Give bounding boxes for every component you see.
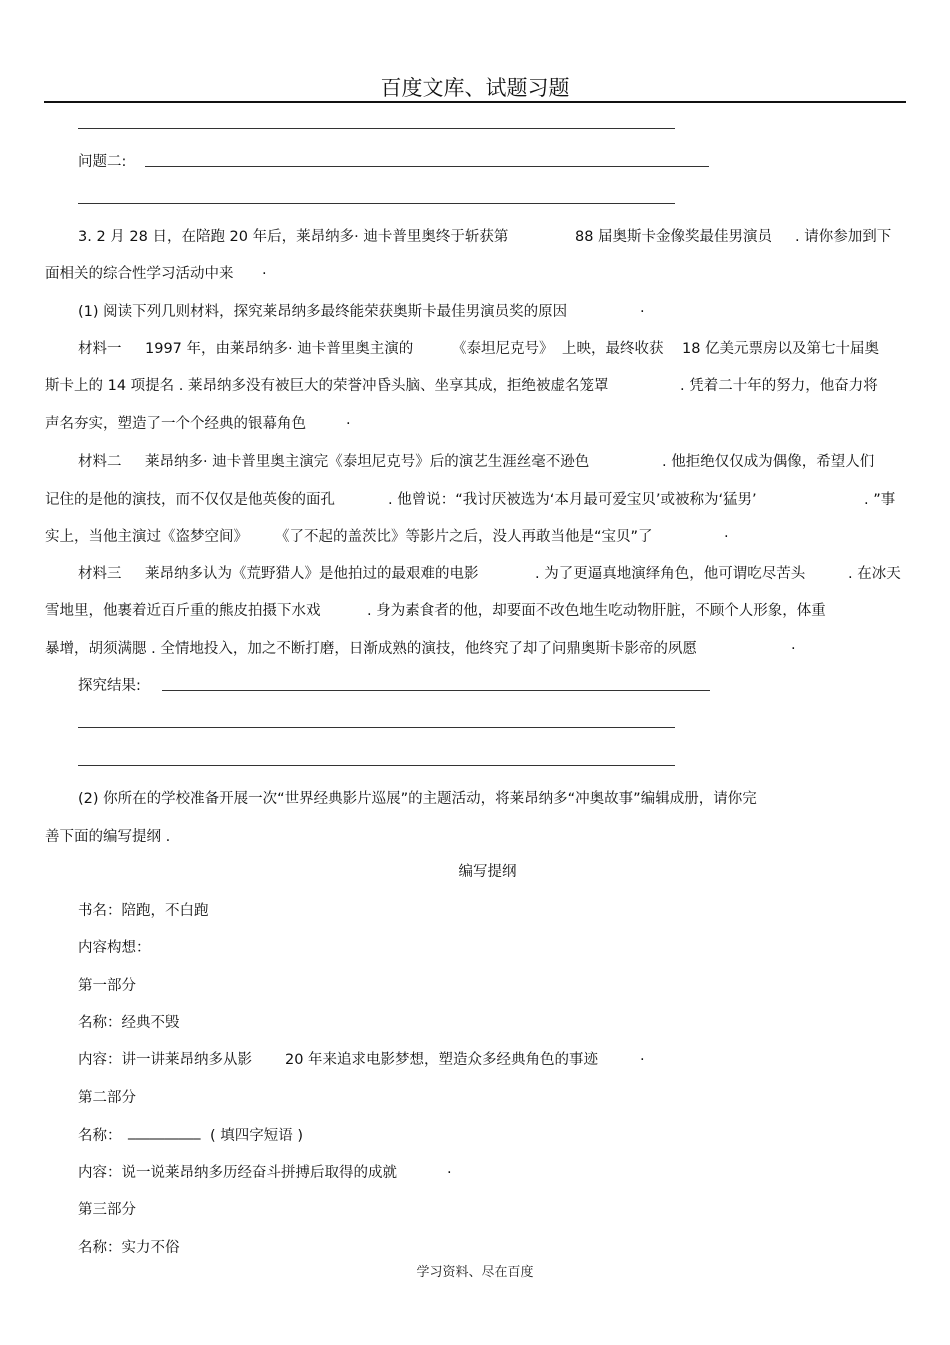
outline-part-2-content: 内容：说一说莱昂纳多历经奋斗拼搏后取得的成就 bbox=[78, 1165, 397, 1181]
outline-book-name: 书名：陪跑，不白跑 bbox=[78, 903, 209, 919]
outline-part-2-name: 名称： bbox=[78, 1128, 122, 1144]
text-segment: . ”事 bbox=[864, 492, 896, 508]
fill-blank: __________ bbox=[128, 1124, 201, 1140]
text-segment: . 在冰天 bbox=[848, 566, 901, 582]
text-segment: . bbox=[640, 300, 645, 316]
text-segment: . 他拒绝仅仅成为偶像，希望人们 bbox=[662, 454, 875, 470]
text-segment: 上映，最终收获 bbox=[562, 341, 664, 357]
text-segment: 斯卡上的 14 项提名 . 莱昂纳多没有被巨大的荣誉冲昏头脑、坐享其成，拒绝被虚名笼罩 bbox=[45, 378, 609, 394]
answer-blank-line bbox=[78, 727, 675, 728]
text-segment: 莱昂纳多认为《荒野猎人》是他拍过的最艰难的电影 bbox=[145, 566, 479, 582]
text-segment: 暴增，胡须满腮 . 全情地投入，加之不断打磨，日渐成熟的演技，他终究了却了问鼎奥斯卡影帝的夙愿 bbox=[45, 641, 697, 657]
text-segment: (2) 你所在的学校准备开展一次“世界经典影片巡展”的主题活动，将莱昂纳多“冲奥故事”编辑成册，请你完 bbox=[78, 791, 757, 807]
text-segment: . bbox=[640, 1048, 645, 1064]
text-segment: 善下面的编写提纲 . bbox=[45, 829, 171, 845]
material-label: 材料三 bbox=[78, 566, 122, 582]
text-segment: 面相关的综合性学习活动中来 bbox=[45, 266, 234, 282]
text-segment: 3. 2 月 28 日，在陪跑 20 年后，莱昂纳多· 迪卡普里奥终于斩获第 bbox=[78, 229, 509, 245]
outline-content-idea: 内容构想： bbox=[78, 940, 151, 956]
header-rule bbox=[44, 101, 906, 103]
answer-blank-line bbox=[78, 765, 675, 766]
text-segment: 实上，当他主演过《盗梦空间》 bbox=[45, 529, 248, 545]
material-label: 材料一 bbox=[78, 341, 122, 357]
text-segment: . 凭着二十年的努力，他奋力将 bbox=[680, 378, 878, 394]
text-segment: . 身为素食者的他，却要面不改色地生吃动物肝脏，不顾个人形象，体重 bbox=[367, 603, 826, 619]
answer-blank-line bbox=[162, 690, 710, 691]
text-segment: . bbox=[346, 412, 351, 428]
text-segment: 18 亿美元票房以及第七十届奥 bbox=[682, 341, 880, 357]
text-segment: 莱昂纳多· 迪卡普里奥主演完《泰坦尼克号》后的演艺生涯丝毫不逊色 bbox=[145, 454, 590, 470]
question-two-label: 问题二: bbox=[78, 154, 127, 170]
outline-part-1-name: 名称：经典不毁 bbox=[78, 1015, 180, 1031]
text-segment: ( 填四字短语 ) bbox=[210, 1128, 304, 1144]
outline-part-2: 第二部分 bbox=[78, 1090, 136, 1106]
outline-part-3-name: 名称：实力不俗 bbox=[78, 1240, 180, 1256]
text-segment: 记住的是他的演技，而不仅仅是他英俊的面孔 bbox=[45, 492, 335, 508]
text-segment: . bbox=[724, 525, 729, 541]
text-segment: 《泰坦尼克号》 bbox=[452, 341, 554, 357]
text-segment: . 他曾说：“我讨厌被选为‘本月最可爱宝贝’或被称为‘猛男’ bbox=[388, 492, 757, 508]
text-segment: 1997 年，由莱昂纳多· 迪卡普里奥主演的 bbox=[145, 341, 414, 357]
text-segment: . 为了更逼真地演绎角色，他可谓吃尽苦头 bbox=[535, 566, 806, 582]
outline-part-1: 第一部分 bbox=[78, 978, 136, 994]
text-segment: 88 届奥斯卡金像奖最佳男演员 bbox=[575, 229, 773, 245]
outline-heading: 编写提纲 bbox=[458, 864, 517, 880]
material-label: 材料二 bbox=[78, 454, 122, 470]
page-footer: 学习资料、尽在百度 bbox=[416, 1265, 534, 1280]
text-segment: (1) 阅读下列几则材料，探究莱昂纳多最终能荣获奥斯卡最佳男演员奖的原因 bbox=[78, 304, 568, 320]
text-segment: 《了不起的盖茨比》等影片之后，没人再敢当他是“宝贝”了 bbox=[275, 529, 653, 545]
text-segment: 雪地里，他裹着近百斤重的熊皮拍摄下水戏 bbox=[45, 603, 321, 619]
answer-blank-line bbox=[78, 128, 675, 129]
text-segment: . bbox=[791, 637, 796, 653]
outline-part-1-content: 内容：讲一讲莱昂纳多从影 bbox=[78, 1052, 252, 1068]
text-segment: . bbox=[447, 1161, 452, 1177]
page-header: 百度文库、试题习题 bbox=[380, 76, 570, 100]
text-segment: 20 年来追求电影梦想，塑造众多经典角色的事迹 bbox=[285, 1052, 599, 1068]
text-segment: . 请你参加到下 bbox=[795, 229, 892, 245]
answer-blank-line bbox=[78, 203, 675, 204]
text-segment: 声名夯实，塑造了一个个经典的银幕角色 bbox=[45, 416, 306, 432]
text-segment: . bbox=[262, 262, 267, 278]
result-label: 探究结果: bbox=[78, 678, 141, 694]
answer-blank-line bbox=[145, 166, 709, 167]
outline-part-3: 第三部分 bbox=[78, 1202, 136, 1218]
